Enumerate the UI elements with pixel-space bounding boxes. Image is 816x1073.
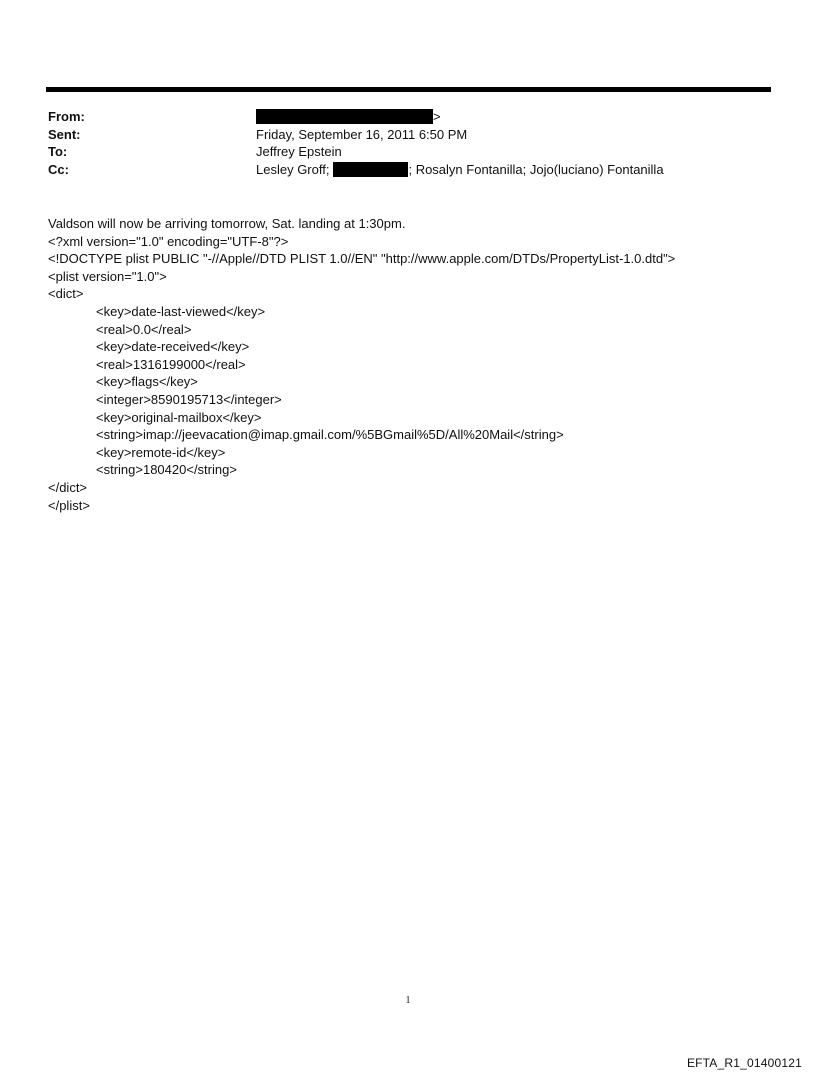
body-line: <string>imap://jeevacation@imap.gmail.com/%5BGmail%5D/All%20Mail</string>	[96, 427, 564, 443]
header-rule	[46, 87, 771, 92]
from-redaction	[256, 109, 433, 124]
from-suffix: >	[433, 109, 441, 124]
cc-redaction	[333, 162, 408, 177]
body-line: <plist version="1.0">	[48, 268, 167, 284]
body-line: <key>flags</key>	[96, 374, 198, 390]
from-label: From:	[48, 109, 85, 124]
from-value	[256, 108, 441, 126]
body-line: <integer>8590195713</integer>	[96, 391, 282, 407]
to-label: To:	[48, 144, 68, 160]
body-line: <?xml version="1.0" encoding="UTF-8"?>	[48, 233, 289, 249]
body-line: <string>180420</string>	[96, 462, 237, 478]
body-line: </plist>	[48, 497, 90, 513]
to-row	[48, 143, 768, 161]
body-line: <key>remote-id</key>	[96, 444, 226, 460]
body-line: Valdson will now be arriving tomorrow, Sat. landing at 1:30pm.	[48, 216, 406, 231]
from-row	[48, 108, 768, 126]
sent-label: Sent:	[48, 126, 81, 142]
body-line: <real>1316199000</real>	[96, 356, 246, 372]
body-line: <key>date-received</key>	[96, 339, 250, 355]
email-body	[48, 215, 788, 514]
cc-row	[48, 161, 768, 179]
body-line: <key>original-mailbox</key>	[96, 409, 262, 425]
body-line: <!DOCTYPE plist PUBLIC "-//Apple//DTD PLIST 1.0//EN" "http://www.apple.com/DTDs/PropertyList-1.0.dtd">	[48, 251, 676, 267]
sent-value: Friday, September 16, 2011 6:50 PM	[256, 126, 468, 142]
body-line: </dict>	[48, 479, 88, 495]
cc-label: Cc:	[48, 161, 69, 177]
cc-before: Lesley Groff;	[256, 161, 330, 177]
body-line: <dict>	[48, 286, 84, 302]
body-line: <key>date-last-viewed</key>	[96, 303, 266, 319]
bates-number: EFTA_R1_01400121	[686, 1056, 802, 1070]
to-value: Jeffrey Epstein	[256, 144, 342, 160]
sent-row	[48, 126, 768, 144]
cc-value	[256, 161, 664, 179]
page-number: 1	[405, 995, 411, 1006]
cc-after: ; Rosalyn Fontanilla; Jojo(luciano) Fontanilla	[408, 161, 664, 177]
body-line: <real>0.0</real>	[96, 321, 192, 337]
email-header	[48, 108, 768, 178]
